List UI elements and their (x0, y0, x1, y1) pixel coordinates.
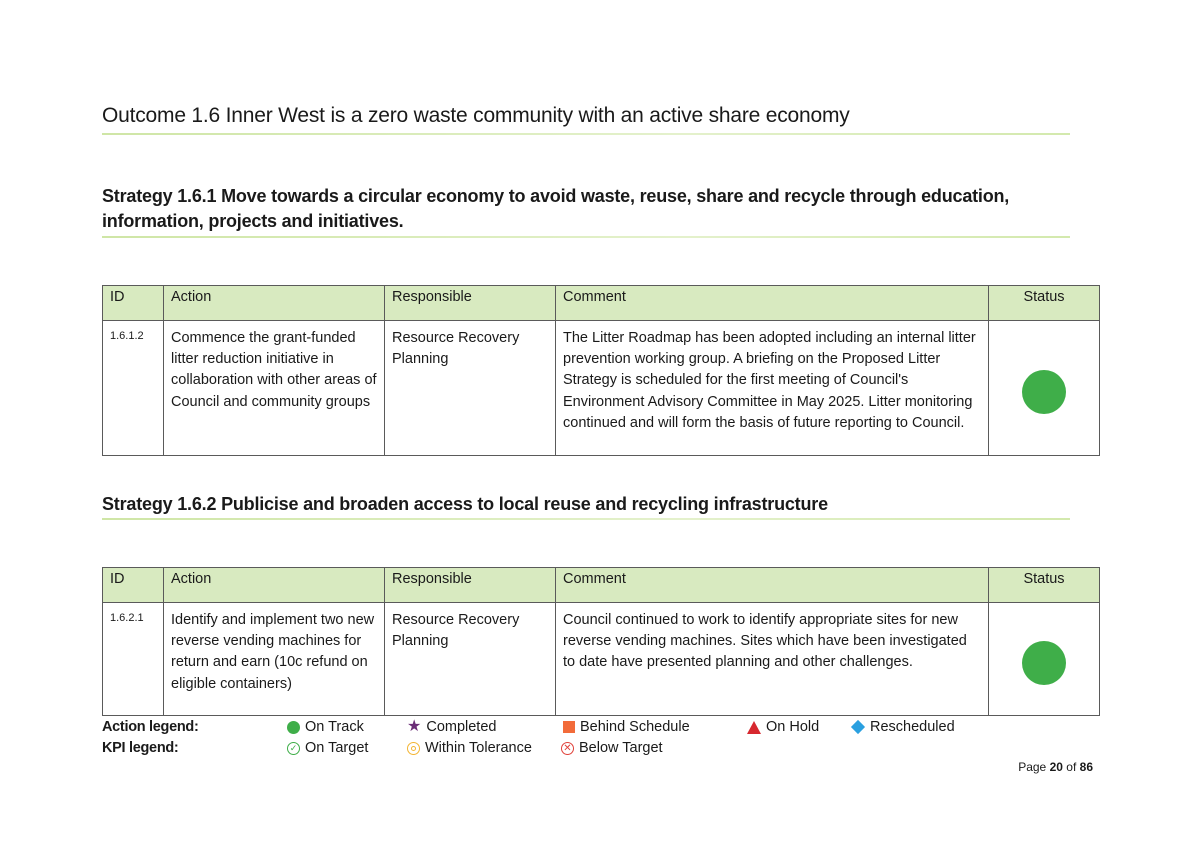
column-header-action: Action (164, 568, 385, 603)
legend-label: Within Tolerance (425, 740, 532, 756)
column-header-status: Status (989, 568, 1100, 603)
column-header-id: ID (103, 568, 164, 603)
legend-item-on-track (287, 717, 364, 737)
legend-item-on-hold (747, 717, 819, 737)
legend-item-within-tolerance (407, 738, 532, 758)
on-track-status-icon (1022, 370, 1066, 414)
on-track-status-icon (1022, 641, 1066, 685)
outcome-divider (102, 133, 1070, 135)
action-description: Identify and implement two new reverse vending machines for return and earn (10c refund on eligible containers) (164, 603, 385, 716)
legend-label: Below Target (579, 740, 663, 756)
blue-diamond-icon (851, 720, 865, 734)
action-table-1-6-2 (102, 567, 1100, 716)
action-comment: Council continued to work to identify appropriate sites for new reverse vending machines. Sites which have been investigated to date have presented planning and other challenges. (556, 603, 989, 716)
action-legend-title: Action legend: (102, 719, 199, 735)
legend-item-on-target (287, 738, 368, 758)
legend-label: Behind Schedule (580, 719, 690, 735)
outcome-title: Outcome 1.6 Inner West is a zero waste community with an active share economy (102, 104, 850, 127)
legend-label: Rescheduled (870, 719, 955, 735)
table-row (103, 321, 1100, 456)
legend-item-rescheduled (851, 717, 955, 737)
column-header-action: Action (164, 286, 385, 321)
kpi-legend-title: KPI legend: (102, 740, 179, 756)
strategy-title-1-6-2: Strategy 1.6.2 Publicise and broaden access to local reuse and recycling infrastructure (102, 494, 828, 514)
page-number (1018, 760, 1093, 774)
legend-label: Completed (426, 719, 497, 735)
target-circle-icon (407, 742, 420, 755)
legend-label: On Target (305, 740, 369, 756)
responsible-team: Resource Recovery Planning (385, 603, 556, 716)
legend-item-below-target (561, 738, 663, 758)
green-circle-icon (287, 721, 300, 734)
column-header-id: ID (103, 286, 164, 321)
action-description: Commence the grant-funded litter reduction initiative in collaboration with other areas of Council and community groups (164, 321, 385, 456)
cross-circle-icon: ✕ (561, 742, 574, 755)
purple-star-icon: ★ (407, 718, 422, 736)
strategy-divider (102, 518, 1070, 520)
strategy-divider (102, 236, 1070, 238)
column-header-comment: Comment (556, 568, 989, 603)
column-header-responsible: Responsible (385, 286, 556, 321)
status-cell (989, 603, 1100, 716)
legend-label: On Hold (766, 719, 820, 735)
legend-label: On Track (305, 719, 364, 735)
page-current: 20 (1049, 760, 1063, 774)
orange-square-icon (563, 721, 575, 733)
action-comment: The Litter Roadmap has been adopted including an internal litter prevention working group. A briefing on the Proposed Litter Strategy is scheduled for the first meeting of Council's Environment Advisory Committee in May 2025. Litter monitoring continued and will form the basis of future reporting to Council. (556, 321, 989, 456)
page-prefix: Page (1018, 760, 1047, 774)
page-total: 86 (1079, 760, 1093, 774)
action-table-1-6-1 (102, 285, 1100, 456)
page-of: of (1066, 760, 1077, 774)
action-legend (102, 717, 1002, 737)
table-row (103, 603, 1100, 716)
column-header-status: Status (989, 286, 1100, 321)
responsible-team: Resource Recovery Planning (385, 321, 556, 456)
table-header-row (103, 286, 1100, 321)
strategy-title-1-6-1: Strategy 1.6.1 Move towards a circular economy to avoid waste, reuse, share and recycle through education, information, projects and initiatives. (102, 186, 1010, 231)
column-header-comment: Comment (556, 286, 989, 321)
kpi-legend (102, 738, 1002, 758)
legend-item-behind-schedule (563, 717, 690, 737)
legend-item-completed (407, 717, 496, 737)
action-id: 1.6.1.2 (103, 321, 164, 456)
column-header-responsible: Responsible (385, 568, 556, 603)
table-header-row (103, 568, 1100, 603)
status-cell (989, 321, 1100, 456)
action-id: 1.6.2.1 (103, 603, 164, 716)
red-triangle-icon (747, 721, 761, 734)
check-circle-icon: ✓ (287, 742, 300, 755)
